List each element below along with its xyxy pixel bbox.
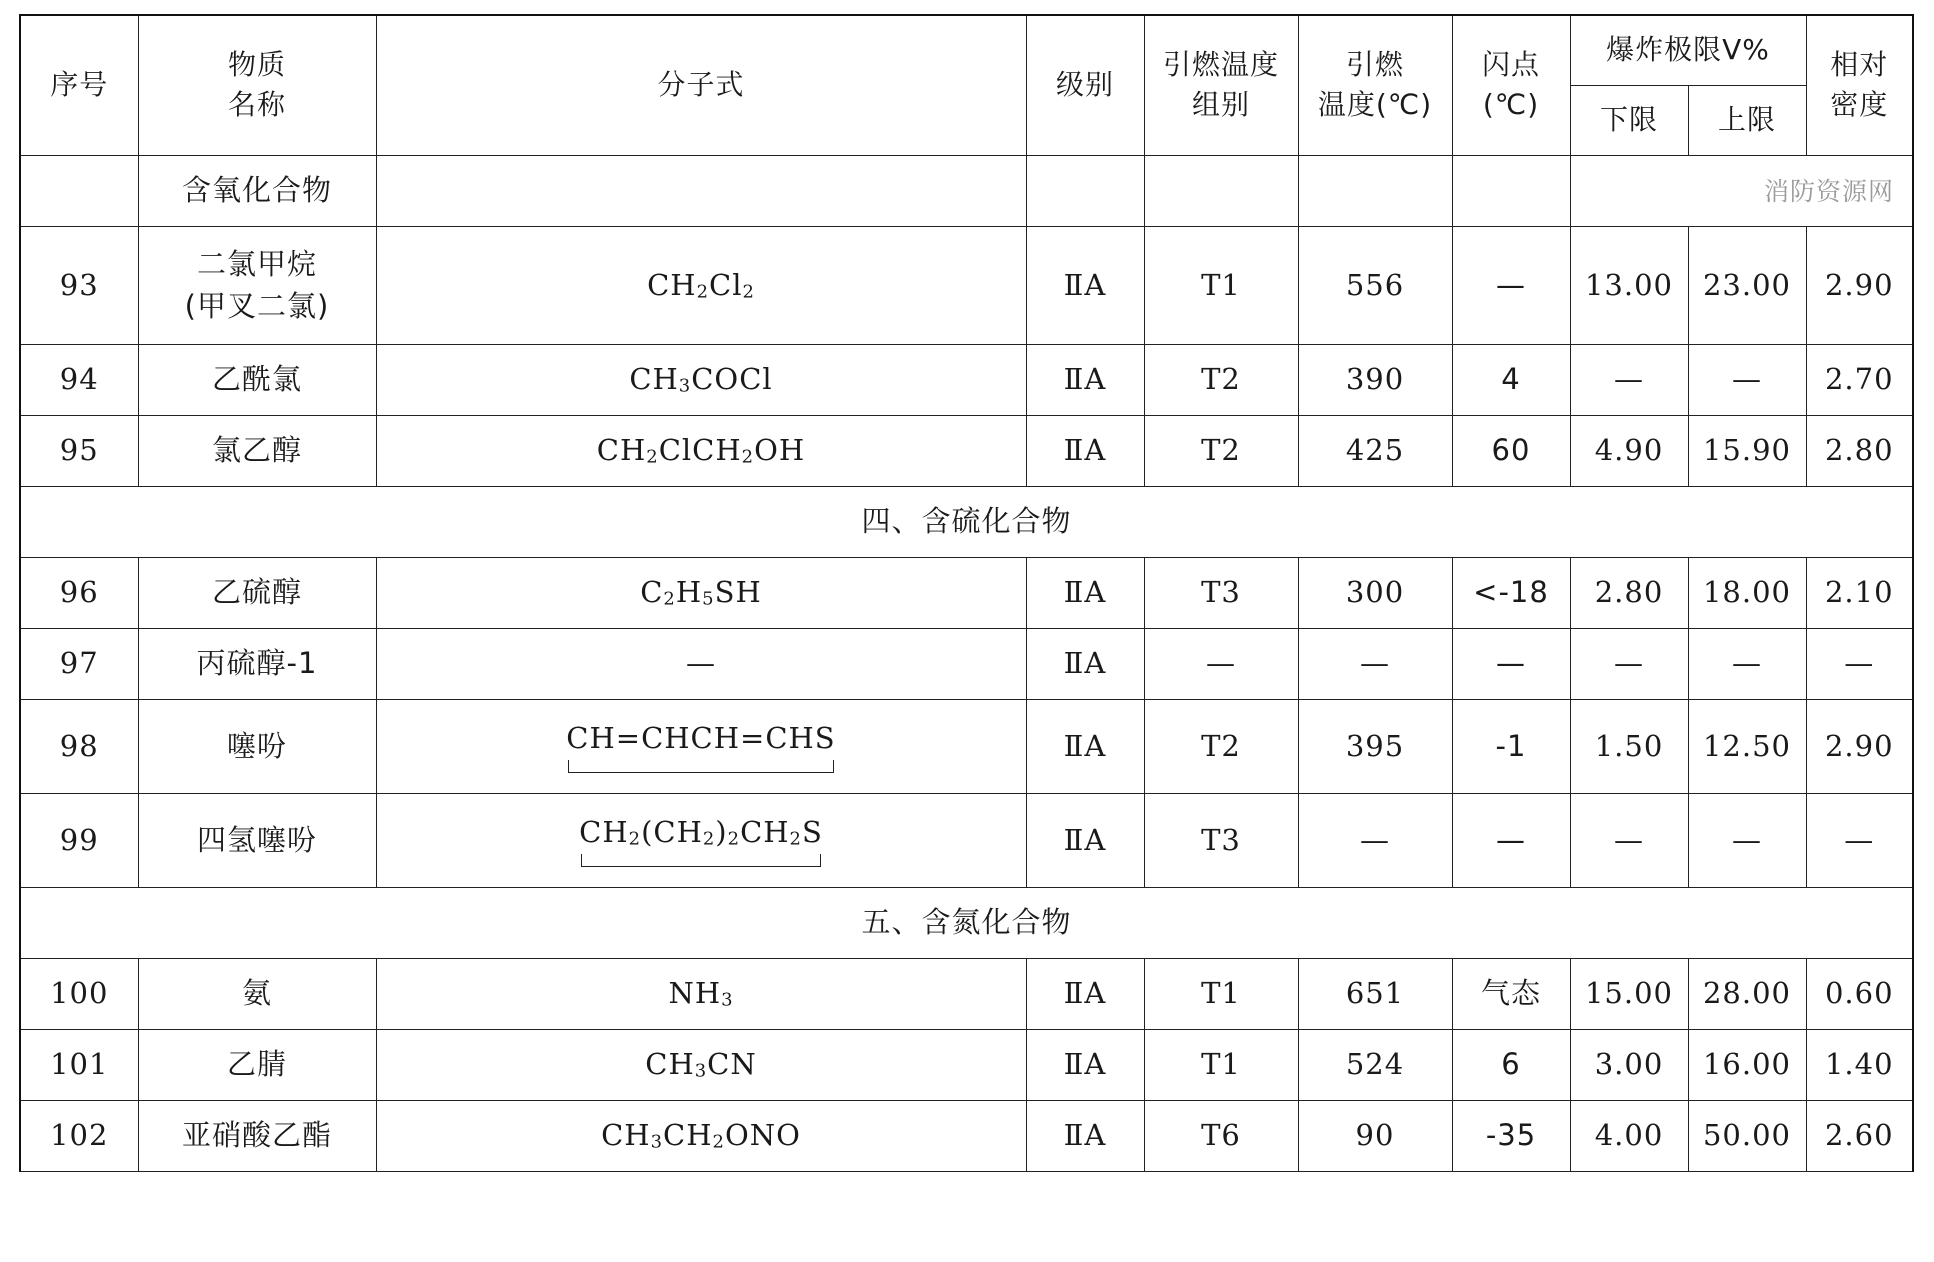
cell-name (138, 628, 376, 699)
formula-subscript: 3 (650, 1132, 664, 1154)
cell-no: 97 (20, 628, 138, 699)
header-level: 级别 (1026, 15, 1144, 155)
cell-formula (376, 628, 1026, 699)
cell-formula (376, 793, 1026, 887)
cell-ignition-group: — (1144, 628, 1298, 699)
oxy-row-empty (1026, 155, 1144, 226)
cell-ignition-temp: 524 (1298, 1029, 1452, 1100)
cell-level: ⅡA (1026, 415, 1144, 486)
cell-name (138, 793, 376, 887)
cell-flash-point: 气态 (1452, 958, 1570, 1029)
cell-density: 2.80 (1806, 415, 1913, 486)
cell-density: 2.10 (1806, 557, 1913, 628)
formula-part: CH (596, 433, 647, 468)
formula (668, 976, 733, 1010)
cell-flash-point: — (1452, 226, 1570, 344)
cell-flash-point: 6 (1452, 1029, 1570, 1100)
formula-subscript: 2 (712, 1132, 725, 1154)
header-ignition-group (1144, 15, 1298, 155)
cell-name (138, 958, 376, 1029)
formula-subscript: 3 (678, 376, 692, 398)
table-row (20, 344, 1913, 415)
cell-lower-limit: 1.50 (1570, 699, 1688, 793)
section-row (20, 486, 1913, 557)
formula-subscript: 2 (789, 828, 802, 850)
header-row-1 (20, 15, 1913, 85)
formula-subscript: 2 (663, 589, 676, 611)
formula (579, 811, 823, 869)
cell-name (138, 415, 376, 486)
cell-lower-limit: — (1570, 793, 1688, 887)
cell-name-line: 氨 (241, 976, 272, 1011)
watermark-cell (1570, 155, 1913, 226)
formula-subscript: 2 (628, 828, 642, 850)
header-name-line2: 名称 (227, 88, 286, 122)
cell-formula (376, 958, 1026, 1029)
formula (597, 433, 805, 467)
oxy-row-empty (1144, 155, 1298, 226)
cell-no: 100 (20, 958, 138, 1029)
cell-lower-limit: 2.80 (1570, 557, 1688, 628)
cell-density: 2.60 (1806, 1100, 1913, 1171)
chemical-properties-table (19, 14, 1914, 1172)
formula-part: — (686, 646, 716, 681)
cell-no: 93 (20, 226, 138, 344)
cell-name (138, 699, 376, 793)
cell-no: 98 (20, 699, 138, 793)
formula (686, 646, 716, 680)
table-row (20, 226, 1913, 344)
header-ignition-group-line2: 组别 (1191, 88, 1250, 122)
formula-part: S (801, 814, 823, 849)
cell-level: ⅡA (1026, 557, 1144, 628)
cell-name (138, 1029, 376, 1100)
cell-name-line: 乙硫醇 (211, 575, 302, 610)
cell-density: — (1806, 793, 1913, 887)
formula (566, 717, 835, 775)
section-title-sulfur: 四、含硫化合物 (20, 486, 1913, 557)
cell-level: ⅡA (1026, 344, 1144, 415)
cell-upper-limit: 18.00 (1688, 557, 1806, 628)
header-density-line1: 相对 (1830, 47, 1889, 81)
header-flash-point-line1: 闪点 (1481, 47, 1540, 81)
cell-level: ⅡA (1026, 958, 1144, 1029)
header-lower: 下限 (1570, 85, 1688, 155)
cell-no: 95 (20, 415, 138, 486)
oxy-row-empty (1298, 155, 1452, 226)
cell-ignition-temp: — (1298, 793, 1452, 887)
cell-upper-limit: 28.00 (1688, 958, 1806, 1029)
cell-formula (376, 557, 1026, 628)
header-name (138, 15, 376, 155)
formula-part: ) (715, 814, 728, 849)
formula-subscript: 2 (702, 828, 716, 850)
cell-upper-limit: 15.90 (1688, 415, 1806, 486)
cell-name (138, 344, 376, 415)
cell-flash-point: 4 (1452, 344, 1570, 415)
cell-ignition-temp: 390 (1298, 344, 1452, 415)
formula (645, 1047, 757, 1081)
cell-ignition-group: T3 (1144, 793, 1298, 887)
cell-ignition-group: T3 (1144, 557, 1298, 628)
cell-name-line: 丙硫醇-1 (196, 646, 318, 681)
formula-part: COCl (691, 362, 773, 397)
table-row (20, 1100, 1913, 1171)
formula-part: CH (601, 1118, 651, 1153)
cell-name-line: 乙酰氯 (211, 362, 302, 397)
cell-name-line: 氯乙醇 (211, 433, 302, 468)
formula-subscript: 3 (694, 1061, 708, 1083)
cell-upper-limit: — (1688, 793, 1806, 887)
formula-subscript: 2 (646, 447, 659, 469)
cell-name-line: 四氢噻吩 (196, 822, 317, 857)
formula-subscript: 2 (741, 447, 755, 469)
formula-part: CH (740, 814, 790, 849)
cell-lower-limit: 13.00 (1570, 226, 1688, 344)
header-no: 序号 (20, 15, 138, 155)
cell-upper-limit: 23.00 (1688, 226, 1806, 344)
formula-part: CH (663, 1118, 713, 1153)
cell-density: 2.90 (1806, 226, 1913, 344)
header-ignition-temp (1298, 15, 1452, 155)
cell-name (138, 1100, 376, 1171)
formula-part: ClCH (658, 433, 742, 468)
section-title-nitrogen: 五、含氮化合物 (20, 887, 1913, 958)
table-row (20, 557, 1913, 628)
header-ignition-group-line1: 引燃温度 (1162, 47, 1279, 81)
cell-formula (376, 344, 1026, 415)
cell-density: 2.70 (1806, 344, 1913, 415)
cell-no: 94 (20, 344, 138, 415)
cell-ignition-temp: 90 (1298, 1100, 1452, 1171)
cell-formula (376, 415, 1026, 486)
cell-ignition-temp: 395 (1298, 699, 1452, 793)
cell-name-line: 噻吩 (226, 728, 287, 763)
table-row (20, 1029, 1913, 1100)
cell-ignition-group: T6 (1144, 1100, 1298, 1171)
cell-ignition-temp: 300 (1298, 557, 1452, 628)
cell-lower-limit: 4.00 (1570, 1100, 1688, 1171)
formula-part: CH (629, 362, 679, 397)
cell-upper-limit: — (1688, 628, 1806, 699)
formula-part: CN (707, 1047, 757, 1082)
header-flash-point (1452, 15, 1570, 155)
header-name-line1: 物质 (227, 47, 286, 81)
formula-part: CH (647, 267, 697, 302)
cell-name-line: 亚硝酸乙酯 (181, 1118, 332, 1153)
cell-upper-limit: 16.00 (1688, 1029, 1806, 1100)
cell-flash-point: -35 (1452, 1100, 1570, 1171)
header-explosive-limit: 爆炸极限V% (1570, 15, 1806, 85)
cell-ignition-group: T1 (1144, 226, 1298, 344)
cell-name (138, 226, 376, 344)
cell-lower-limit: — (1570, 628, 1688, 699)
formula-part: OH (754, 433, 806, 468)
cell-name-line: 二氯甲烷 (196, 246, 317, 281)
oxy-row (20, 155, 1913, 226)
formula (640, 575, 762, 609)
cell-formula (376, 1029, 1026, 1100)
formula-subscript: 2 (742, 281, 755, 303)
cell-ignition-temp: 425 (1298, 415, 1452, 486)
table-row (20, 958, 1913, 1029)
cell-level: ⅡA (1026, 628, 1144, 699)
cell-ignition-group: T2 (1144, 344, 1298, 415)
cell-density: — (1806, 628, 1913, 699)
header-formula: 分子式 (376, 15, 1026, 155)
cell-ignition-group: T1 (1144, 1029, 1298, 1100)
cell-no: 96 (20, 557, 138, 628)
cell-flash-point: <-18 (1452, 557, 1570, 628)
header-density-line2: 密度 (1830, 88, 1889, 122)
cell-density: 1.40 (1806, 1029, 1913, 1100)
cell-name (138, 557, 376, 628)
cell-formula (376, 226, 1026, 344)
cell-level: ⅡA (1026, 1100, 1144, 1171)
formula-subscript: 2 (727, 828, 741, 850)
formula-part: Cl (709, 267, 743, 302)
cell-flash-point: — (1452, 793, 1570, 887)
cell-ignition-temp: 651 (1298, 958, 1452, 1029)
formula-part: NH (668, 976, 722, 1011)
oxy-row-empty (1452, 155, 1570, 226)
cell-name-line: (甲叉二氯) (184, 289, 330, 323)
cell-lower-limit: 4.90 (1570, 415, 1688, 486)
table-row (20, 628, 1913, 699)
cell-level: ⅡA (1026, 793, 1144, 887)
table-row (20, 415, 1913, 486)
formula-subscript: 5 (702, 589, 715, 611)
table-row (20, 699, 1913, 793)
formula-part: H (675, 575, 703, 610)
cell-upper-limit: — (1688, 344, 1806, 415)
cell-ignition-group: T2 (1144, 699, 1298, 793)
formula-part: SH (714, 575, 762, 610)
cell-lower-limit: 15.00 (1570, 958, 1688, 1029)
cell-upper-limit: 50.00 (1688, 1100, 1806, 1171)
cell-ignition-temp: — (1298, 628, 1452, 699)
cell-lower-limit: 3.00 (1570, 1029, 1688, 1100)
cell-level: ⅡA (1026, 699, 1144, 793)
formula-part: ONO (724, 1118, 801, 1153)
cell-flash-point: — (1452, 628, 1570, 699)
cell-flash-point: -1 (1452, 699, 1570, 793)
cell-no: 101 (20, 1029, 138, 1100)
cell-no: 99 (20, 793, 138, 887)
cell-formula (376, 1100, 1026, 1171)
header-ignition-temp-line1: 引燃 (1345, 47, 1404, 81)
header-upper: 上限 (1688, 85, 1806, 155)
header-flash-point-line2: (℃) (1482, 88, 1540, 122)
header-ignition-temp-line2: 温度(℃) (1317, 88, 1433, 122)
formula (629, 362, 772, 396)
formula-part: (CH (641, 814, 703, 849)
formula-subscript: 2 (696, 281, 709, 303)
cell-density: 2.90 (1806, 699, 1913, 793)
cell-ignition-group: T2 (1144, 415, 1298, 486)
cell-no: 102 (20, 1100, 138, 1171)
formula-part: CH (579, 814, 629, 849)
formula-part: C (640, 575, 664, 610)
oxy-row-no (20, 155, 138, 226)
oxy-row-empty (376, 155, 1026, 226)
cell-flash-point: 60 (1452, 415, 1570, 486)
formula (601, 1118, 801, 1152)
cell-ignition-temp: 556 (1298, 226, 1452, 344)
cell-level: ⅡA (1026, 1029, 1144, 1100)
cell-formula (376, 699, 1026, 793)
formula (647, 268, 755, 302)
formula-part: CH=CHCH=CHS (566, 720, 836, 755)
cell-level: ⅡA (1026, 226, 1144, 344)
table-body (20, 155, 1913, 1171)
header-density (1806, 15, 1913, 155)
watermark: 消防资源网 (1764, 177, 1895, 207)
cell-density: 0.60 (1806, 958, 1913, 1029)
formula-subscript: 3 (721, 990, 734, 1012)
cell-ignition-group: T1 (1144, 958, 1298, 1029)
formula-part: CH (645, 1047, 695, 1082)
cell-lower-limit: — (1570, 344, 1688, 415)
cell-name-line: 乙腈 (226, 1047, 287, 1082)
table-row (20, 793, 1913, 887)
section-row (20, 887, 1913, 958)
oxy-row-label: 含氧化合物 (138, 155, 376, 226)
cell-upper-limit: 12.50 (1688, 699, 1806, 793)
